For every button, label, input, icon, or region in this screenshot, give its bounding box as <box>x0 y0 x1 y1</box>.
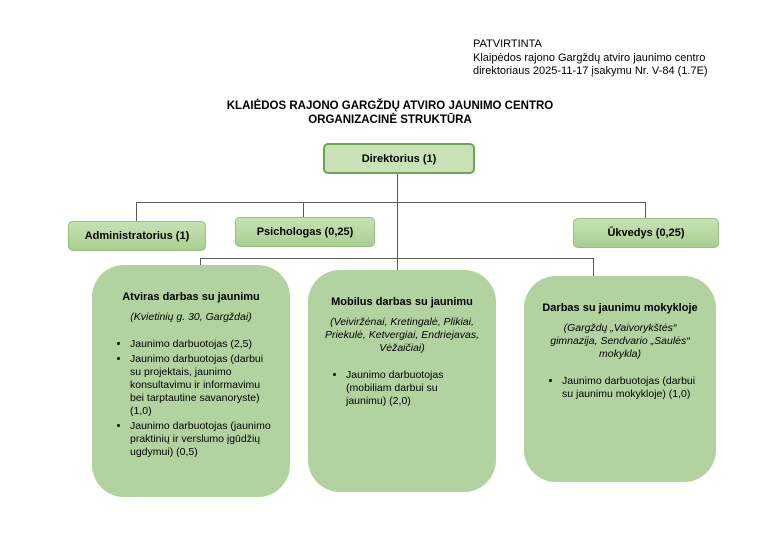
org-dept-open-youth-work <box>92 265 290 497</box>
dept-position-item: • Jaunimo darbuotojas (darbui su jaunimu mokykloje) (1,0) <box>562 375 700 401</box>
org-node-administratorius-label: Administratorius (1) <box>84 230 190 242</box>
approval-block <box>473 38 773 79</box>
dept-position-item: • Jaunimo darbuotojas (mobiliam darbui su jaunimu) (2,0) <box>346 369 480 408</box>
page-title <box>130 99 650 127</box>
page-title-line-1: KLAIĖDOS RAJONO GARGŽDŲ ATVIRO JAUNIMO CENTRO <box>226 100 554 112</box>
dept-location: (Veiviržėnai, Kretingalė, Plikiai, Priekulė, Ketvergiai, Endriejavas, Vėžaičiai) <box>324 316 480 354</box>
dept-location: (Kvietinių g. 30, Gargždai) <box>130 311 252 323</box>
org-node-psichologas-label: Psichologas (0,25) <box>256 226 354 238</box>
connector-stub-dept-right <box>593 258 594 277</box>
org-node-ukvedys-label: Ūkvedys (0,25) <box>607 227 685 239</box>
connector-stub-psichologas <box>303 202 304 217</box>
dept-title: Atviras darbas su jaunimu <box>122 291 260 303</box>
dept-position-item: • Jaunimo darbuotojas (2,5) <box>130 338 274 351</box>
org-node-director-label: Direktorius (1) <box>361 152 437 165</box>
connector-director-vertical <box>397 170 398 271</box>
dept-position-item: • Jaunimo darbuotojas (jaunimo praktinių ir verslumo įgūdžių ugdymui) (0,5) <box>130 420 274 459</box>
dept-positions-list <box>324 369 480 408</box>
org-dept-school-youth-work <box>524 276 716 482</box>
org-node-administratorius <box>68 221 206 251</box>
dept-title: Mobilus darbas su jaunimu <box>331 296 473 308</box>
approval-line-1: PATVIRTINTA <box>473 38 542 50</box>
connector-stub-administratorius <box>136 202 137 221</box>
org-dept-mobile-youth-work <box>308 270 496 492</box>
org-node-psichologas <box>235 217 375 247</box>
org-node-director <box>323 143 475 174</box>
approval-line-2: Klaipėdos rajono Gargždų atviro jaunimo centro <box>473 51 706 64</box>
connector-departments-horizontal <box>200 258 594 259</box>
dept-position-item: • Jaunimo darbuotojas (darbui su projektais, jaunimo konsultavimu ir informavimu bei tarptautine savanoryste) (1,0) <box>130 353 274 418</box>
dept-title: Darbas su jaunimu mokykloje <box>542 302 698 314</box>
dept-positions-list <box>108 338 274 459</box>
connector-staff-horizontal <box>136 202 646 203</box>
dept-positions-list <box>540 375 700 401</box>
dept-location: (Gargždų „Vaivorykštės“ gimnazija, Sendvario „Saulės“ mokykla) <box>550 322 690 360</box>
connector-stub-ukvedys <box>645 202 646 218</box>
page-title-line-2: ORGANIZACINĖ STRUKTŪRA <box>308 114 472 126</box>
approval-line-3: direktoriaus 2025-11-17 įsakymu Nr. V-84 (1.7E) <box>473 65 708 77</box>
org-node-ukvedys <box>573 218 719 248</box>
